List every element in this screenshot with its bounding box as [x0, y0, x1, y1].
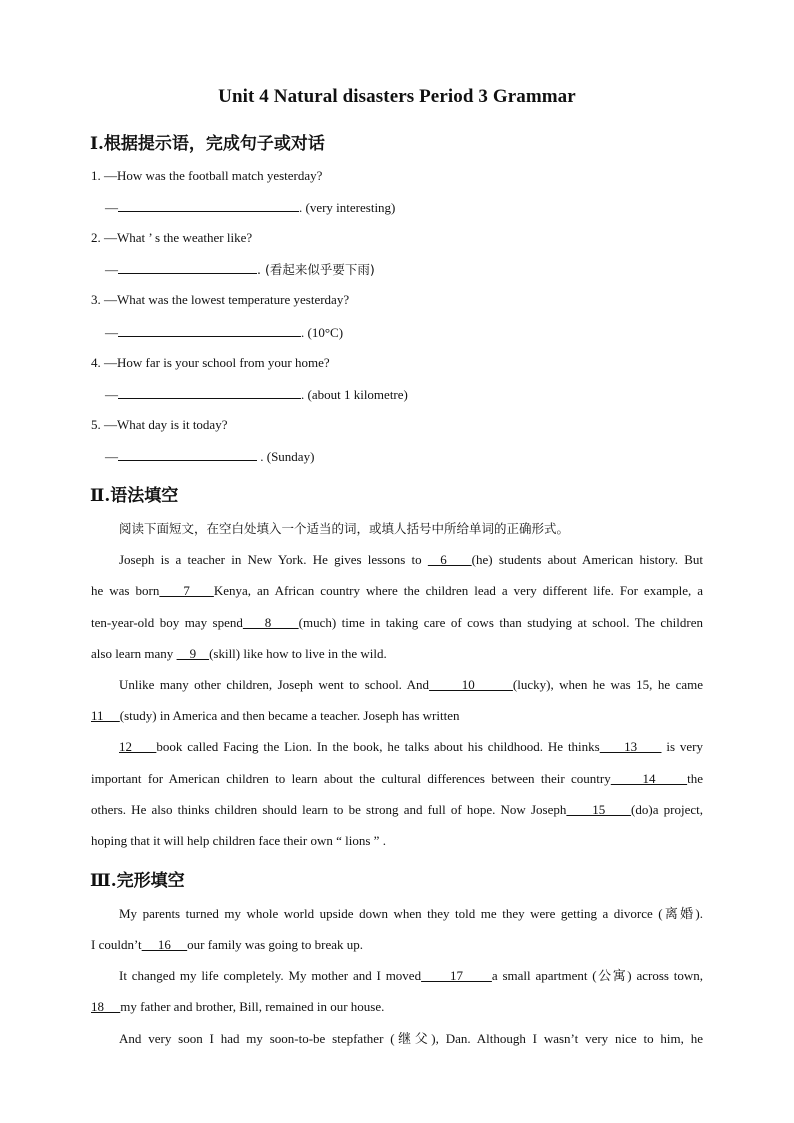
passage-line	[91, 708, 703, 724]
blank-15[interactable]: 15	[566, 802, 632, 817]
section-2-instruction: 阅读下面短文，在空白处填入一个适当的词，或填人括号中所给单词的正确形式。	[119, 521, 570, 536]
text: my father and brother, Bill, remained in our house.	[120, 999, 385, 1014]
text: (do)a project,	[631, 802, 703, 817]
answer-line-4	[105, 386, 408, 403]
hint-3: . (10°C)	[301, 325, 344, 340]
text: Kenya, an African country where the children lead a very different life. For example, a	[213, 583, 703, 598]
hint-2: . (看起来似乎要下雨)	[257, 262, 375, 277]
section-3-heading: Ⅲ.完形填空	[90, 871, 185, 891]
text: I couldn’t	[91, 937, 142, 952]
question-5: 5. —What day is it today?	[91, 417, 228, 432]
passage-line: My parents turned my whole world upside down when they told me they were getting a divorce (离婚).	[119, 906, 703, 921]
hint-4: . (about 1 kilometre)	[301, 387, 408, 402]
answer-blank-5[interactable]	[118, 448, 257, 461]
dash: —	[105, 200, 118, 215]
passage-line	[119, 968, 703, 984]
dash: —	[105, 262, 118, 277]
text: he was born	[91, 583, 160, 598]
passage-line: And very soon I had my soon-to-be stepfather (继父), Dan. Although I wasn’t very nice to him, he	[119, 1031, 703, 1046]
dash: —	[105, 387, 118, 402]
passage-line	[91, 802, 703, 818]
passage-line	[119, 739, 703, 755]
answer-blank-3[interactable]	[118, 324, 301, 337]
blank-8[interactable]: 8	[242, 615, 299, 630]
passage-line	[119, 552, 703, 568]
blank-18[interactable]: 18	[91, 999, 121, 1014]
text: ten-year-old boy may spend	[91, 615, 243, 630]
blank-10[interactable]: 10	[429, 677, 513, 692]
blank-9[interactable]: 9	[176, 646, 210, 661]
answer-line-3	[105, 324, 343, 341]
text: (he) students about American history. But	[471, 552, 704, 567]
text: others. He also thinks children should learn to be strong and full of hope. Now Joseph	[91, 802, 567, 817]
answer-blank-4[interactable]	[118, 386, 301, 399]
text: Unlike many other children, Joseph went to school. And	[119, 677, 430, 692]
question-3: 3. —What was the lowest temperature yesterday?	[91, 292, 350, 307]
passage-line	[91, 833, 703, 849]
blank-14[interactable]: 14	[610, 771, 688, 786]
text: is very	[661, 739, 704, 754]
passage-line	[119, 677, 703, 693]
question-4: 4. —How far is your school from your home?	[91, 355, 330, 370]
answer-line-2	[105, 261, 375, 278]
text: the	[687, 771, 704, 786]
text: Joseph is a teacher in New York. He gives lessons to	[119, 552, 428, 567]
passage-line	[91, 999, 703, 1015]
blank-11[interactable]: 11	[91, 708, 120, 723]
section-1-heading: Ⅰ.根据提示语，完成句子或对话	[90, 134, 325, 154]
page-title: Unit 4 Natural disasters Period 3 Grammar	[218, 86, 576, 107]
text: a small apartment (公寓) across town,	[491, 968, 704, 983]
question-1: 1. —How was the football match yesterday?	[91, 168, 323, 183]
passage-line	[91, 771, 703, 787]
hint-5: . (Sunday)	[257, 449, 315, 464]
text: (much) time in taking care of cows than studying at school. The children	[298, 615, 704, 630]
text: important for American children to learn about the cultural differences between their country	[91, 771, 611, 786]
answer-line-5	[105, 448, 314, 465]
question-2: 2. —What ’ s the weather like?	[91, 230, 253, 245]
text: (study) in America and then became a teacher. Joseph has written	[119, 708, 460, 723]
section-2-heading: Ⅱ.语法填空	[90, 486, 179, 506]
blank-13[interactable]: 13	[599, 739, 662, 754]
dash: —	[105, 325, 118, 340]
passage-line	[91, 937, 703, 953]
answer-line-1	[105, 199, 395, 216]
text: book called Facing the Lion. In the book, he talks about his childhood. He thinks	[156, 739, 600, 754]
blank-17[interactable]: 17	[421, 968, 492, 983]
text: (skill) like how to live in the wild.	[209, 646, 387, 661]
text: hoping that it will help children face their own “ lions ” .	[91, 833, 386, 848]
blank-12[interactable]: 12	[119, 739, 157, 754]
answer-blank-2[interactable]	[118, 261, 257, 274]
blank-7[interactable]: 7	[159, 583, 214, 598]
blank-16[interactable]: 16	[141, 937, 188, 952]
blank-6[interactable]: 6	[427, 552, 472, 567]
passage-line	[91, 615, 703, 631]
text: (lucky), when he was 15, he came	[512, 677, 704, 692]
passage-line	[91, 583, 703, 599]
dash: —	[105, 449, 118, 464]
hint-1: . (very interesting)	[299, 200, 396, 215]
text: also learn many	[91, 646, 177, 661]
text: It changed my life completely. My mother and I moved	[119, 968, 422, 983]
text: our family was going to break up.	[187, 937, 363, 952]
passage-line	[91, 646, 703, 662]
answer-blank-1[interactable]	[118, 199, 299, 212]
